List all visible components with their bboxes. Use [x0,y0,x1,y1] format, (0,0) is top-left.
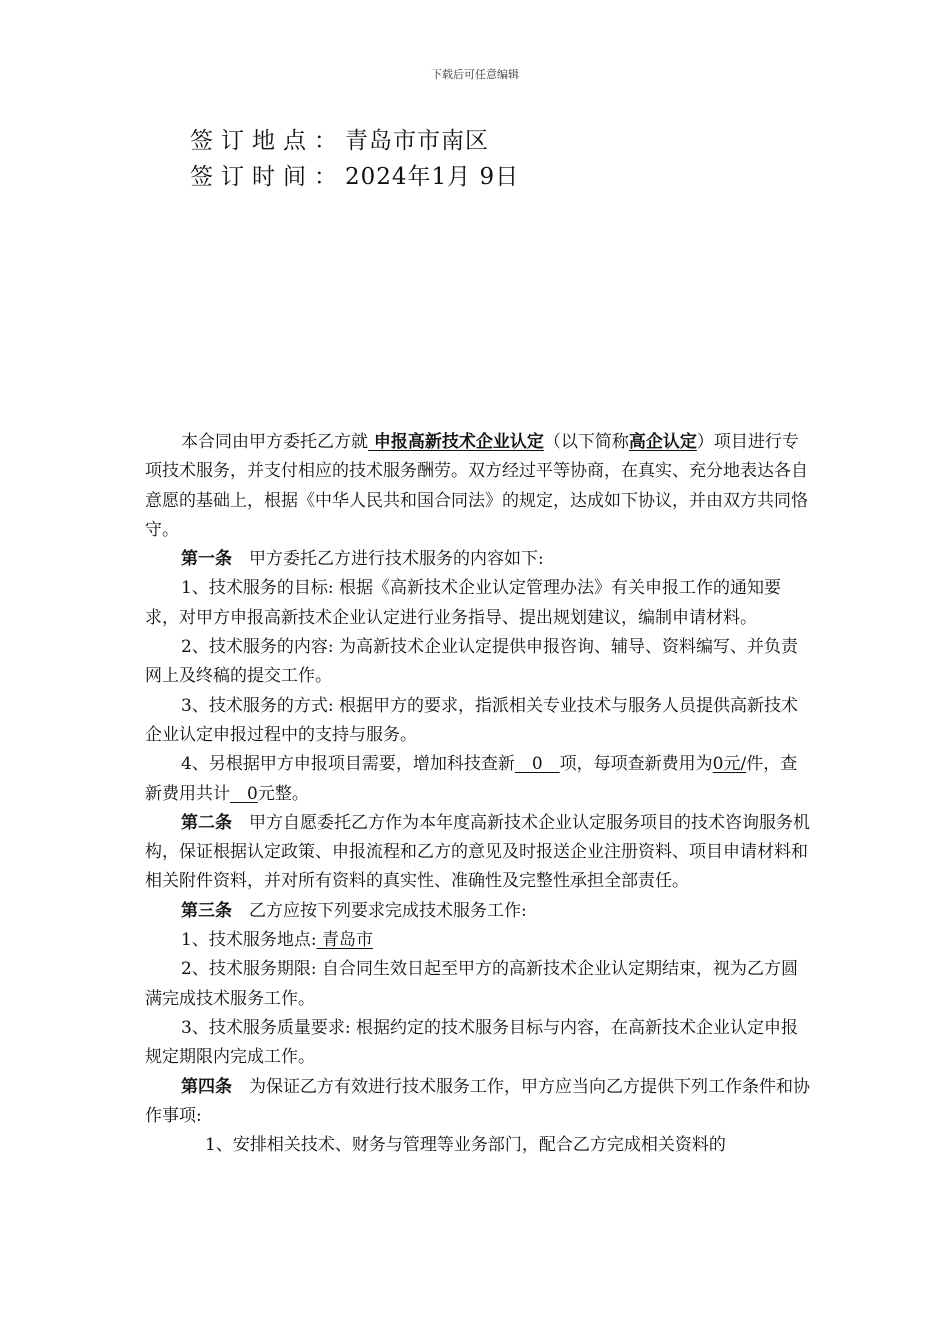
intro-text-2: （以下简称 [543,432,629,452]
article-3-title: 第三条 [181,900,232,921]
article-1-text: 甲方委托乙方进行技术服务的内容如下: [232,549,544,570]
item-4-text-a: 4、另根据甲方申报项目需要，增加科技查新 [181,754,515,775]
item-4-text-b: 项，每项查新费用为 [559,754,713,775]
article-1-item-3: 3、技术服务的方式: 根据甲方的要求，指派相关专业技术与服务人员提供高新技术企业认定申报过程中的支持与服务。 [145,695,798,745]
sign-place-line [190,122,489,155]
article-3-item-1 [145,926,813,955]
search-total: 0 [230,783,258,804]
article-1-item-1: 1、技术服务的目标: 根据《高新技术企业认定管理办法》有关申报工作的通知要求，对甲方申报高新技术企业认定进行业务指导、提出规划建议，编制申请材料。 [145,578,781,628]
article-3-heading [145,897,813,926]
sign-time-label: 签订时间： [190,164,345,190]
contract-body [145,428,813,1160]
sign-place-label: 签订地点： [190,128,345,154]
sign-time-line [190,158,519,191]
page-header-note: 下载后可任意编辑 [431,68,519,81]
service-place-label: 1、技术服务地点: [181,930,317,951]
item-4-text-d: 元整。 [257,783,309,804]
intro-paragraph [145,428,813,545]
service-place-value: 青岛市 [316,930,373,951]
project-name: 申报高新技术企业认定 [368,432,544,452]
article-3-item-3: 3、技术服务质量要求: 根据约定的技术服务目标与内容，在高新技术企业认定申报规定期限内完成工作。 [145,1017,798,1068]
sign-place-value: 青岛市市南区 [345,128,489,154]
article-3-text: 乙方应按下列要求完成技术服务工作: [232,900,527,921]
article-4-heading [145,1073,813,1132]
sign-time-value: 2024年1月 9日 [345,164,520,190]
article-1-title: 第一条 [181,549,232,570]
article-4-title: 第四条 [181,1076,232,1097]
article-1-item-2: 2、技术服务的内容: 为高新技术企业认定提供申报咨询、辅导、资料编写、并负责网上及终稿的提交工作。 [145,637,798,687]
item-4-text-c: 件，查新费用共计 [145,754,798,804]
article-4-item-1: 1、安排相关技术、财务与管理等业务部门，配合乙方完成相关资料的 [205,1135,726,1156]
article-2-title: 第二条 [181,812,232,833]
article-2-paragraph [145,809,813,897]
search-count: 0 [514,754,560,775]
article-1-item-4 [145,750,813,809]
article-4-text: 为保证乙方有效进行技术服务工作，甲方应当向乙方提供下列工作条件和协作事项: [145,1076,810,1126]
project-short-name: 高企认定 [628,432,697,452]
intro-text-3: ）项目进行专项技术服务，并支付相应的技术服务酬劳。双方经过平等协商，在真实、充分地表达各自意愿的基础上，根据《中华人民共和国合同法》的规定，达成如下协议，并由双方共同恪守。 [145,432,808,540]
search-fee: 0元/ [712,754,747,775]
article-3-item-2: 2、技术服务期限: 自合同生效日起至甲方的高新技术企业认定期结束，视为乙方圆满完成技术服务工作。 [145,959,798,1009]
intro-text-1: 本合同由甲方委托乙方就 [181,432,368,452]
article-2-text: 甲方自愿委托乙方作为本年度高新技术企业认定服务项目的技术咨询服务机构，保证根据认定政策、申报流程和乙方的意见及时报送企业注册资料、项目申请材料和相关附件资料，并对所有资料的真实性、准确性及完整性承担全部责任。 [145,812,810,892]
article-1-heading [145,545,813,574]
